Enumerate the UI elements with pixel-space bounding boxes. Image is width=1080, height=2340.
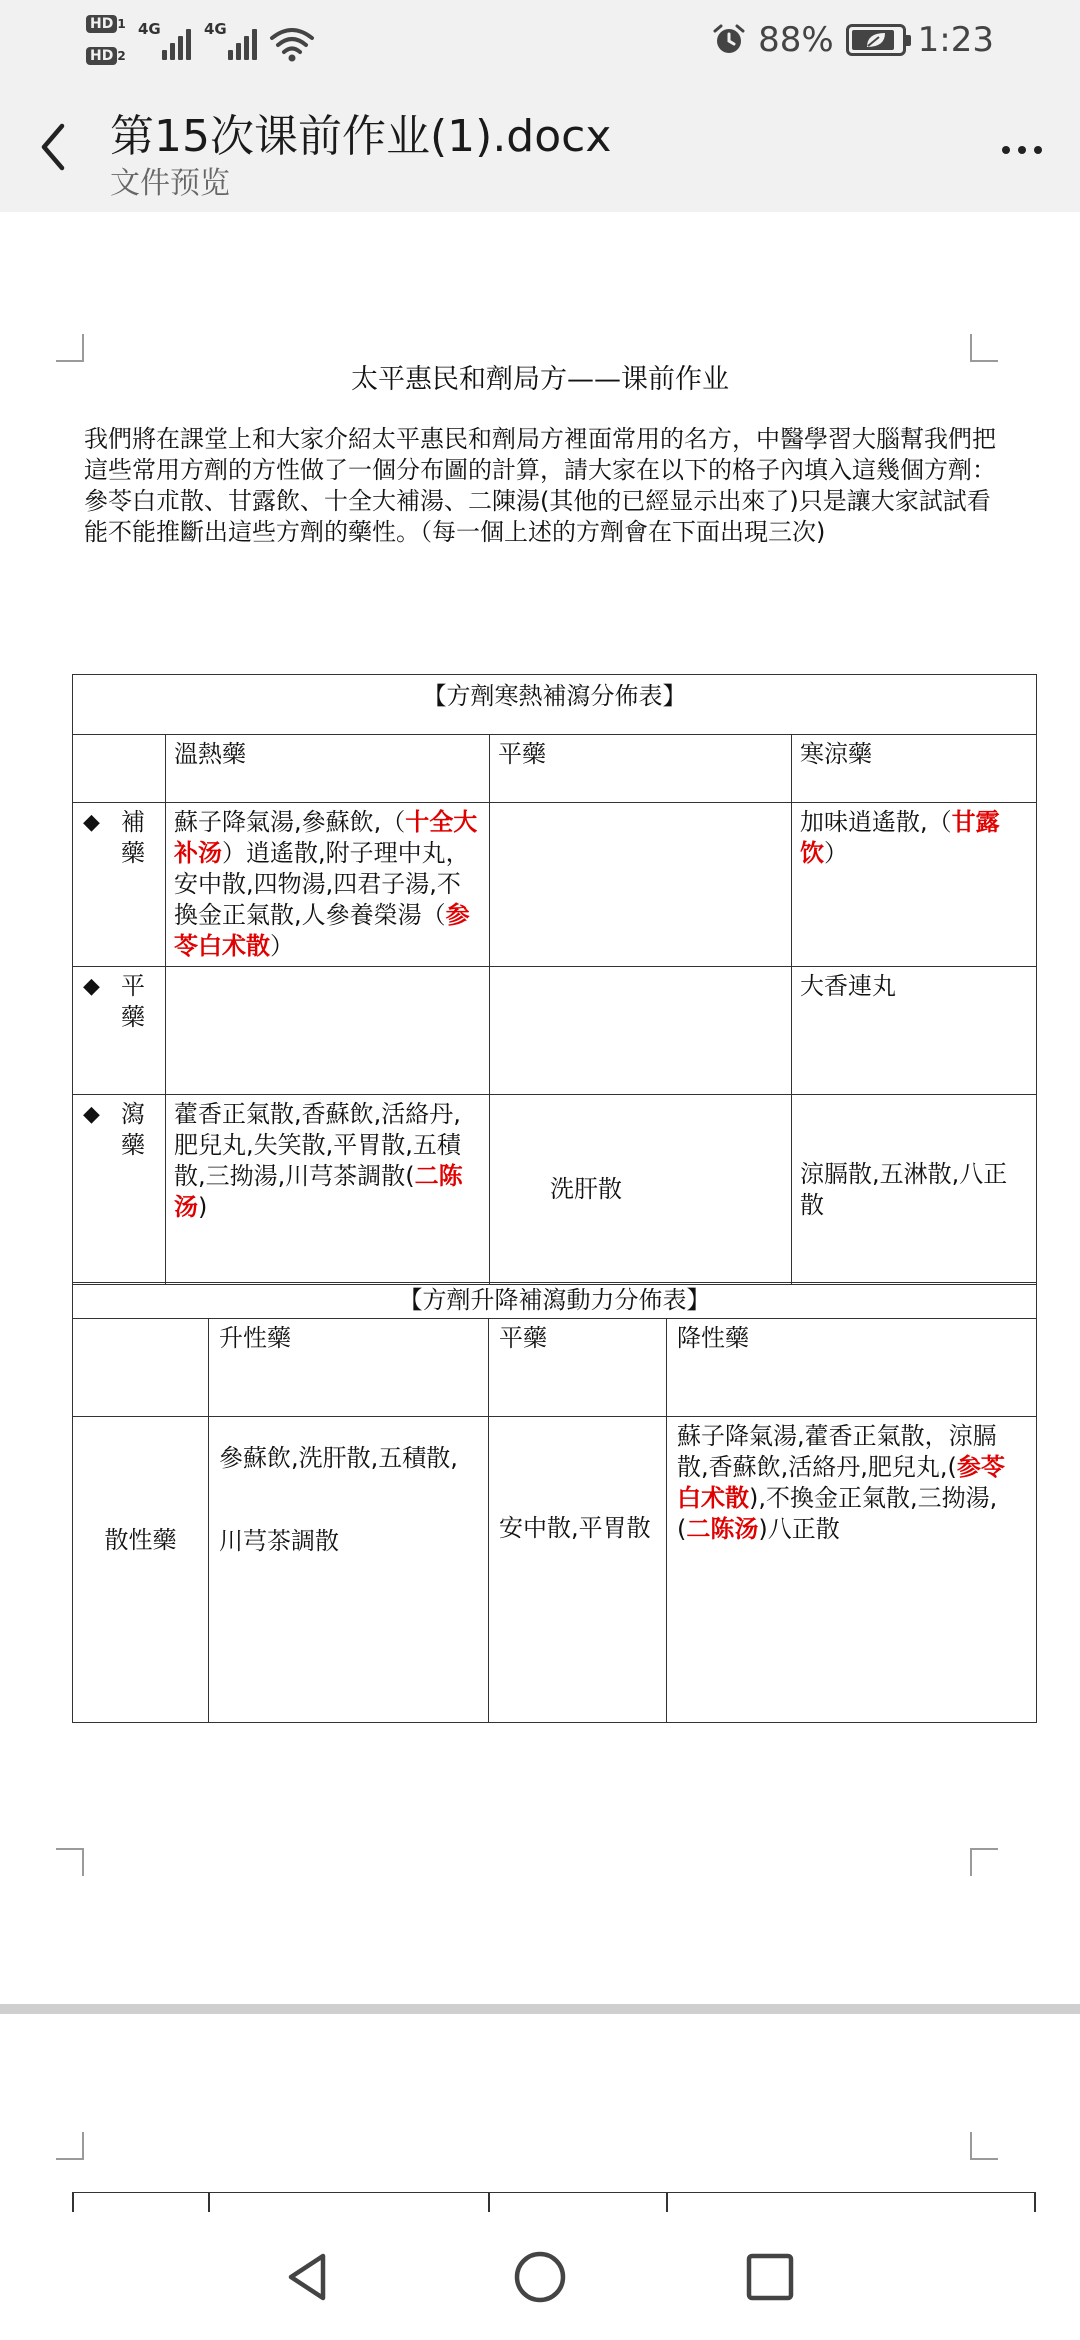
back-arrow-icon[interactable]: [28, 112, 78, 182]
answer-highlight: 参苓白术散: [174, 901, 470, 960]
diamond-bullet-icon: ◆: [83, 1102, 100, 1127]
document-preview[interactable]: [0, 212, 1080, 2212]
cell-purge-neutral: 洗肝散: [490, 1095, 792, 1285]
cell-neutral-cold: 大香連丸: [792, 967, 1037, 1095]
wifi-icon: [268, 24, 316, 64]
cell-neutral-warm: [166, 967, 490, 1095]
navigation-bar: [0, 2212, 1080, 2340]
cell-line: 參蘇飲,洗肝散,五積散,: [219, 1444, 458, 1472]
nav-home-icon[interactable]: [505, 2242, 575, 2312]
row-label-text: 補藥: [121, 808, 145, 867]
answer-highlight: 十全大补汤: [174, 808, 478, 867]
row-label-tonic: [73, 803, 166, 967]
cell-dispersing-neutral: 安中散,平胃散: [489, 1417, 667, 1723]
cell-dispersing-down: 蘇子降氣湯,藿香正氣散，涼膈散,香蘇飲,活絡丹,肥兒丸,(参苓白术散),不換金正氣散,三拗湯,(二陈汤)八正散: [667, 1417, 1037, 1723]
table2-header-empty: [73, 1319, 209, 1417]
alarm-icon: [712, 23, 746, 57]
table1-header-empty: [73, 735, 166, 803]
document-intro: 我們將在課堂上和大家介紹太平惠民和劑局方裡面常用的名方，中醫學習大腦幫我們把這些常用方劑的方性做了一個分布圖的計算，請大家在以下的格子內填入這幾個方劑：參苓白朮散、甘露飲、十全大補湯、二陳湯(其他的已經显示出來了)只是讓大家試試看能不能推斷出這些方劑的藥性。（每一個上述的方劑會在下面出現三次): [84, 425, 996, 546]
more-options-icon[interactable]: [992, 120, 1052, 180]
answer-highlight: 二陈汤: [686, 1515, 759, 1543]
app-bar: [0, 80, 1080, 212]
diamond-bullet-icon: ◆: [83, 810, 100, 835]
document-title: 太平惠民和劑局方——课前作业: [351, 364, 729, 395]
battery-percent: 88%: [758, 20, 834, 60]
crop-mark: [56, 1848, 84, 1876]
answer-highlight: 甘露饮: [800, 808, 1000, 867]
table1-header-cold: 寒涼藥: [792, 735, 1037, 803]
nav-recents-icon[interactable]: [735, 2242, 805, 2312]
answer-highlight: 二陈汤: [174, 1162, 463, 1221]
crop-mark: [970, 2132, 998, 2160]
table2-header-up: 升性藥: [209, 1319, 489, 1417]
status-bar: HD 1 HD 2 4G 4G 88% 1:23: [0, 0, 1080, 80]
crop-mark: [970, 1848, 998, 1876]
cell-tonic-warm: 蘇子降氣湯,參蘇飲,（十全大补汤）逍遙散,附子理中丸，安中散,四物湯,四君子湯,不換金正氣散,人參養榮湯（参苓白术散）: [166, 803, 490, 967]
table2-caption: 【方劑升降補瀉動力分佈表】: [73, 1283, 1037, 1319]
cell-dispersing-up: [209, 1417, 489, 1723]
table1-header-warm: 溫熱藥: [166, 735, 490, 803]
sim1-indicator: HD 1: [86, 14, 134, 38]
cell-tonic-neutral: [490, 803, 792, 967]
table2-header-neutral: 平藥: [489, 1319, 667, 1417]
direction-table: [72, 1282, 1037, 1723]
cell-purge-warm: 藿香正氣散,香蘇飲,活絡丹,肥兒丸,失笑散,平胃散,五積散,三拗湯,川芎茶調散(二陈汤): [166, 1095, 490, 1285]
leaf-icon: [865, 31, 887, 49]
cell-line: 川芎茶調散: [219, 1527, 339, 1555]
nav-back-icon[interactable]: [273, 2242, 343, 2312]
row-label-text: 瀉藥: [121, 1100, 145, 1159]
answer-highlight: 参苓白术散: [677, 1453, 1005, 1512]
table2-header-down: 降性藥: [667, 1319, 1037, 1417]
row-label-purge: [73, 1095, 166, 1285]
row-label-neutral: [73, 967, 166, 1095]
table1-header-neutral: 平藥: [490, 735, 792, 803]
page-separator: [0, 2004, 1080, 2014]
crop-mark: [56, 2132, 84, 2160]
battery-icon: [846, 24, 906, 56]
diamond-bullet-icon: ◆: [83, 974, 100, 999]
sim2-indicator: HD 2: [86, 46, 134, 70]
file-title: 第15次课前作业(1).docx: [110, 111, 612, 162]
row-label-text: 平藥: [121, 972, 145, 1031]
file-preview-label: 文件预览: [110, 166, 230, 201]
clock: 1:23: [917, 20, 994, 60]
status-right: [712, 18, 994, 62]
cell-purge-cold: 涼膈散,五淋散,八正散: [792, 1095, 1037, 1285]
row-label-dispersing: 散性藥: [73, 1417, 209, 1723]
table1-caption: 【方劑寒熱補瀉分佈表】: [73, 675, 1037, 735]
cell-tonic-cold: 加味逍遙散,（甘露饮）: [792, 803, 1037, 967]
temperature-table: [72, 674, 1037, 1285]
cell-neutral-neutral: [490, 967, 792, 1095]
